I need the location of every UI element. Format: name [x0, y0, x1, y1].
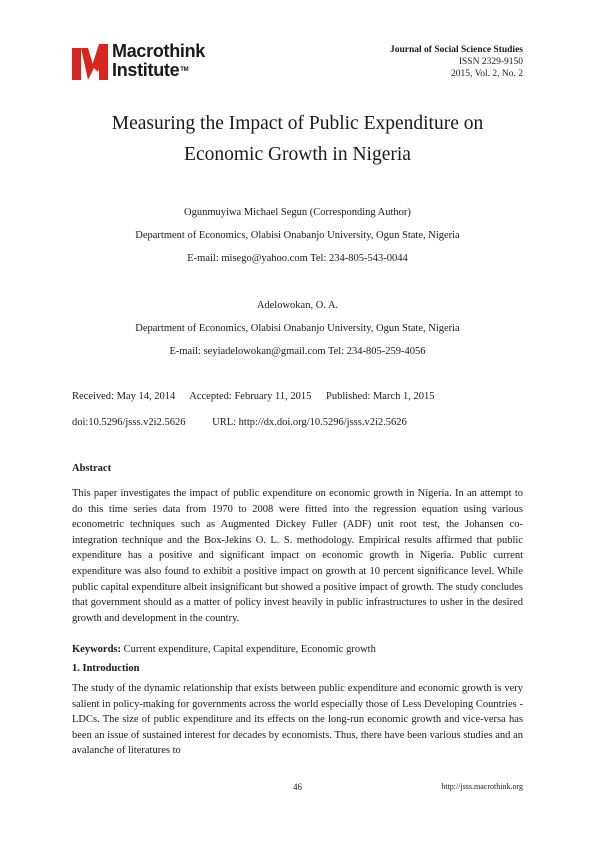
article-url[interactable]: URL: http://dx.doi.org/10.5296/jsss.v2i2.5626: [212, 417, 407, 428]
article-identifiers: [72, 417, 532, 429]
publisher-logo: [72, 42, 242, 82]
journal-volume: 2015, Vol. 2, No. 2: [451, 69, 523, 79]
macrothink-m-icon: [72, 42, 108, 80]
section-heading-introduction: 1. Introduction: [72, 663, 140, 674]
author-affiliation: Department of Economics, Olabisi Onabanjo University, Ogun State, Nigeria: [135, 323, 460, 334]
journal-issn: ISSN 2329-9150: [458, 57, 523, 67]
accepted-date: Accepted: February 11, 2015: [189, 391, 312, 402]
journal-info: [390, 44, 523, 80]
logo-line1: Macrothink: [112, 41, 206, 61]
keywords-label: Keywords:: [72, 644, 121, 655]
author-block-1: [72, 201, 523, 270]
page-number: 46: [293, 782, 302, 792]
title-line1: Measuring the Impact of Public Expenditure on: [111, 113, 484, 134]
author-contact: E-mail: seyiadelowokan@gmail.com Tel: 234-805-259-4056: [169, 346, 426, 357]
received-date: Received: May 14, 2014: [72, 391, 176, 402]
logo-wordmark: [112, 42, 205, 80]
introduction-body: The study of the dynamic relationship that exists between public expenditure and economic growth is very salient in policy-making for governments across the world especially those of Less Developing Countries -LDCs. The size of public expenditure and its effects on the long-run economic growth and vice-versa has been an issue of sustained interest for decades by economists. Thus, there have been various studies and an avalanche of literatures to: [72, 683, 523, 757]
keywords-line: [72, 644, 376, 655]
published-date: Published: March 1, 2015: [325, 391, 435, 402]
paper-title: [72, 108, 523, 170]
keywords-text: Current expenditure, Capital expenditure, Economic growth: [123, 644, 376, 655]
title-line2: Economic Growth in Nigeria: [184, 144, 411, 165]
logo-line2: Institute: [112, 60, 180, 80]
author-contact: E-mail: misego@yahoo.com Tel: 234-805-543-0044: [187, 253, 408, 264]
author-name: Adelowokan, O. A.: [256, 300, 339, 311]
author-affiliation: Department of Economics, Olabisi Onabanjo University, Ogun State, Nigeria: [135, 230, 460, 241]
footer-site-url[interactable]: http://jsss.macrothink.org: [441, 782, 523, 791]
journal-name: Journal of Social Science Studies: [389, 45, 523, 55]
article-dates: [72, 391, 532, 403]
abstract-heading: Abstract: [72, 463, 112, 474]
logo-tm: TM: [180, 67, 189, 73]
author-block-2: [72, 294, 523, 363]
abstract-body: This paper investigates the impact of public expenditure on economic growth in Nigeria. In an attempt to do this time series data from 1970 to 2008 were fitted into the regression equation using various econometric techniques such as Augmented Dickey Fuller (ADF) unit root test, the Johansen co-integration technique and the Box-Jekins O. L. S. methodology. Empirical results affirmed that public expenditure has a positive and significant impact on economic growth in Nigeria. Public current expenditure was also found to exhibit a positive impact on growth at 10 percent significance level. While public capital expenditure albeit insignificant but showed a positive impact of growth. The study concludes that government should as a matter of policy invest heavily in public infrastructures to usher in the desired growth and development in the country.: [72, 488, 523, 624]
doi[interactable]: doi:10.5296/jsss.v2i2.5626: [72, 417, 186, 428]
author-name: Ogunmuyiwa Michael Segun (Corresponding Author): [184, 207, 411, 218]
